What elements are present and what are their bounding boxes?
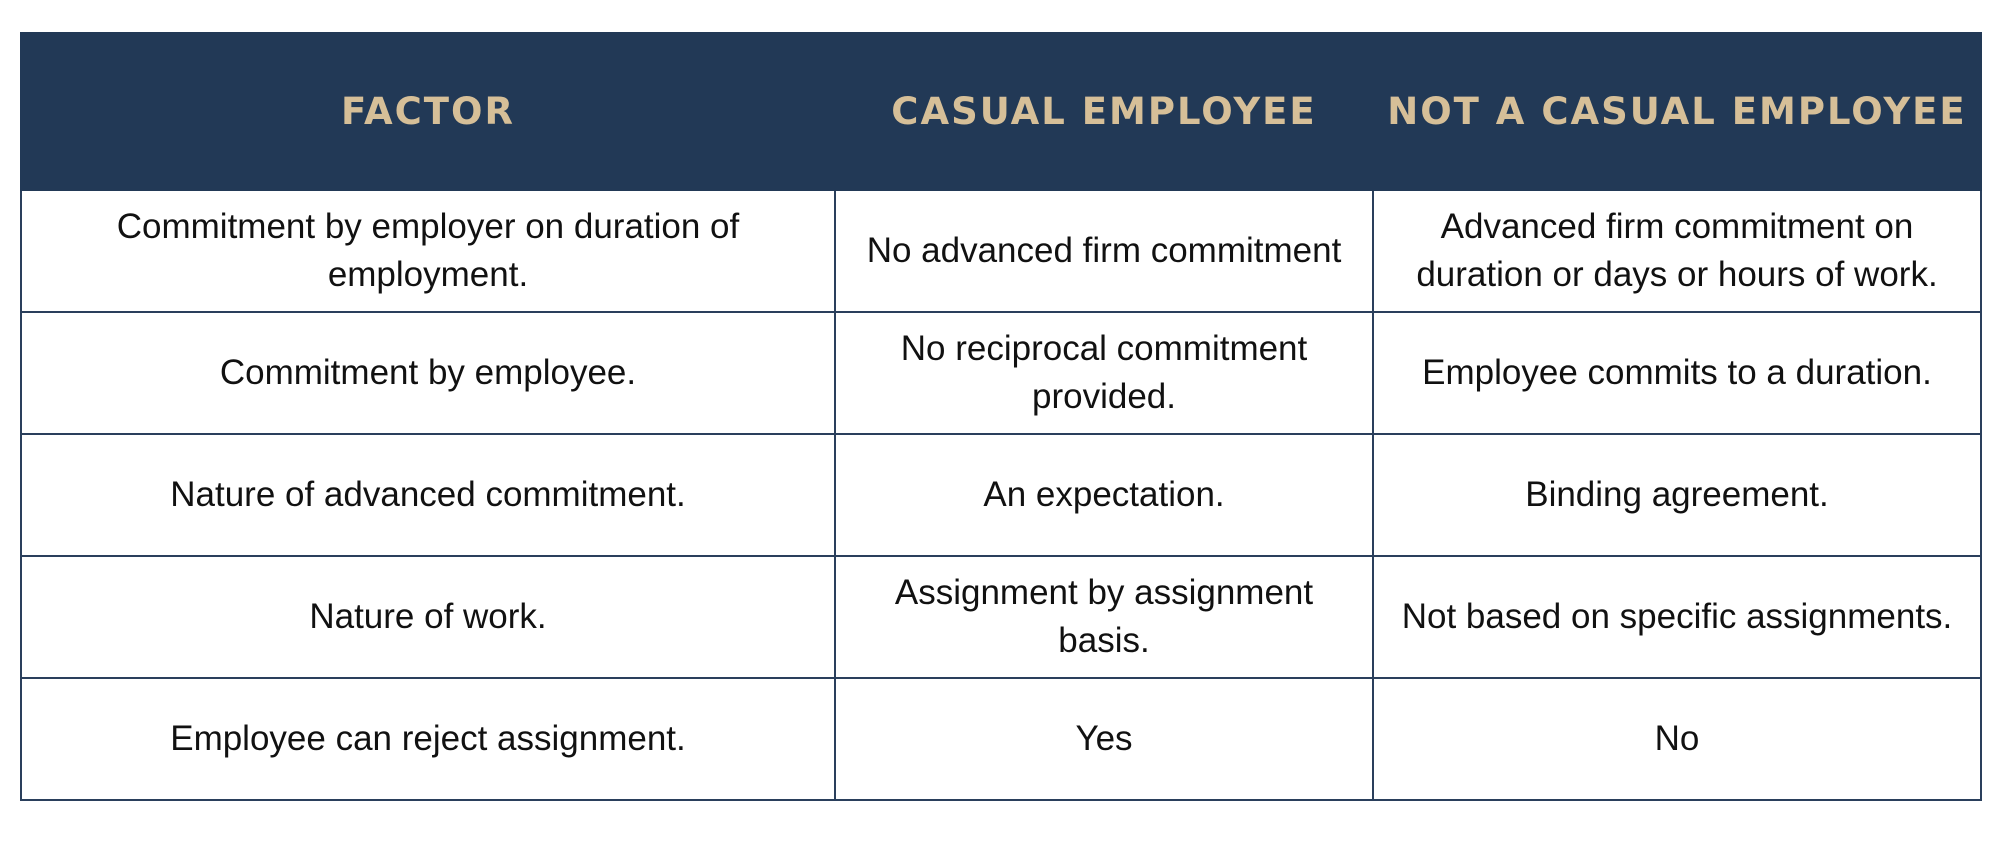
casual-cell: Assignment by assignment basis. — [835, 556, 1373, 678]
factor-cell: Commitment by employer on duration of employment. — [21, 190, 835, 312]
header-factor: FACTOR — [21, 33, 835, 190]
table-header — [21, 33, 1981, 190]
casual-employee-comparison-table — [20, 32, 1982, 801]
not-casual-cell: Not based on specific assignments. — [1373, 556, 1981, 678]
table-body — [21, 190, 1981, 800]
table-row — [21, 556, 1981, 678]
factor-cell: Nature of advanced commitment. — [21, 434, 835, 556]
not-casual-cell: No — [1373, 678, 1981, 800]
comparison-table-wrapper — [20, 32, 1980, 801]
table-row — [21, 678, 1981, 800]
not-casual-cell: Employee commits to a duration. — [1373, 312, 1981, 434]
factor-cell: Employee can reject assignment. — [21, 678, 835, 800]
casual-cell: No reciprocal commitment provided. — [835, 312, 1373, 434]
header-not-casual-employee: NOT A CASUAL EMPLOYEE — [1373, 33, 1981, 190]
casual-cell: No advanced firm commitment — [835, 190, 1373, 312]
header-row — [21, 33, 1981, 190]
not-casual-cell: Binding agreement. — [1373, 434, 1981, 556]
not-casual-cell: Advanced firm commitment on duration or days or hours of work. — [1373, 190, 1981, 312]
table-row — [21, 434, 1981, 556]
table-row — [21, 312, 1981, 434]
casual-cell: Yes — [835, 678, 1373, 800]
casual-cell: An expectation. — [835, 434, 1373, 556]
factor-cell: Nature of work. — [21, 556, 835, 678]
table-row — [21, 190, 1981, 312]
header-casual-employee: CASUAL EMPLOYEE — [835, 33, 1373, 190]
factor-cell: Commitment by employee. — [21, 312, 835, 434]
